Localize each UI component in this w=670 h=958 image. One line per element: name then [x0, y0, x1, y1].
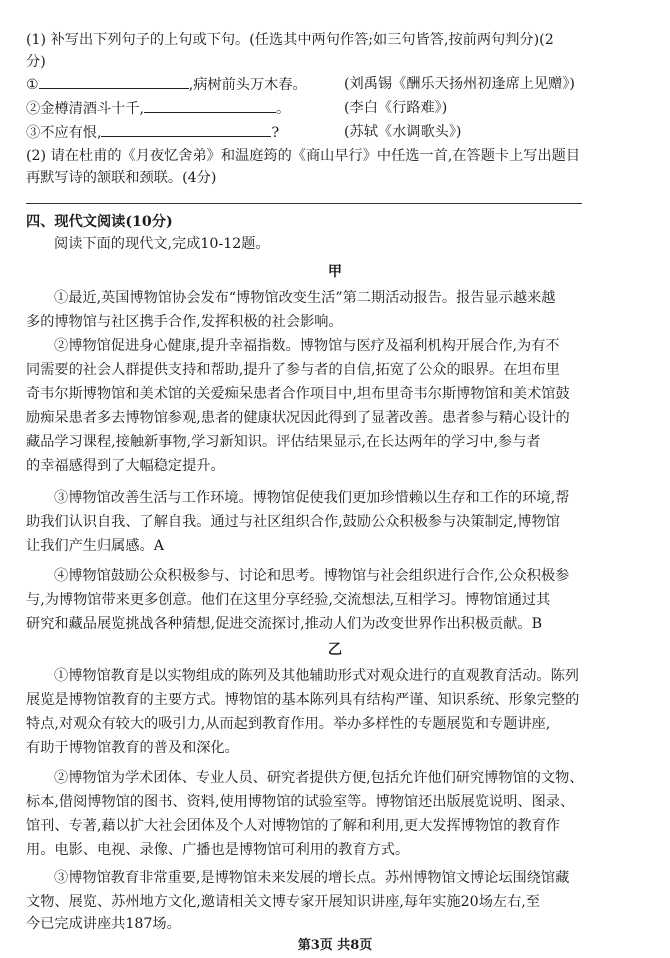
jia-line: 同需要的社会人群提供支持和帮助,提升了参与者的自信,拓宽了公众的眼界。在坦布里 [26, 362, 560, 378]
answer-blank [39, 74, 189, 89]
item-text-post: ,病树前头万木春。 [188, 77, 307, 93]
jia-line: 奇韦尔斯博物馆和美术馆的关爱痴呆患者合作项目中,坦布里奇韦尔斯博物馆和美术馆鼓 [26, 386, 570, 402]
jia-line: 励痴呆患者多去博物馆参观,患者的健康状况因此得到了显著改善。患者参与精心设计的 [26, 410, 570, 426]
yi-line: ②博物馆为学术团体、专业人员、研究者提供方便,包括允许他们研究博物馆的文物、 [54, 770, 584, 786]
section4-intro: 阅读下面的现代文,完成10-12题。 [54, 236, 270, 252]
item-source: (李白《行路难》) [344, 100, 448, 116]
jia-line: 助我们认识自我、了解自我。通过与社区组织合作,鼓励公众积极参与决策制定,博物馆 [26, 514, 560, 530]
item-number: ① [26, 77, 39, 93]
item-number: ③ [26, 125, 41, 141]
passage-jia-title: 甲 [327, 264, 343, 280]
yi-line: 用。电影、电视、录像、广播也是博物馆可利用的教育方式。 [26, 842, 410, 858]
item-text-post: ? [271, 125, 280, 141]
item-source: (苏轼《水调歌头》) [344, 124, 462, 140]
jia-line: ①最近,英国博物馆协会发布“博物馆改变生活”第二期活动报告。报告显示越来越 [54, 290, 556, 306]
jia-line: 的幸福感得到了大幅稳定提升。 [26, 458, 225, 474]
yi-line: 特点,对观众有较大的吸引力,从而起到教育作用。举办多样性的专题展览和专题讲座, [26, 716, 551, 732]
q2-instruction-line1: (2) 请在杜甫的《月夜忆舍弟》和温庭筠的《商山早行》中任选一首,在答题卡上写出题目 [26, 148, 581, 164]
yi-line: 馆刊、专著,藉以扩大社会团体及个人对博物馆的了解和利用,更大发挥博物馆的教育作 [26, 818, 560, 834]
q2-instruction-line2: 再默写诗的颔联和颈联。(4分) [26, 170, 217, 186]
jia-line: 研究和藏品展览挑战各种猜想,促进交流探讨,推动人们为改变世界作出积极贡献。B [26, 616, 543, 632]
answer-blank [101, 122, 271, 137]
section4-heading: 四、现代文阅读(10分) [26, 214, 173, 230]
q1-instruction-line2: 分) [26, 54, 46, 70]
yi-line: 今已完成讲座共187场。 [26, 916, 181, 932]
jia-line: 让我们产生归属感。A [26, 538, 164, 554]
page-number-footer: 第3页 共8页 [297, 938, 373, 953]
yi-line: ①博物馆教育是以实物组成的陈列及其他辅助形式对观众进行的直观教育活动。陈列 [54, 668, 579, 684]
passage-yi-title: 乙 [327, 642, 343, 658]
fill-item-3 [26, 122, 644, 143]
item-source: (刘禹锡《酬乐天扬州初逢席上见赠》) [344, 76, 575, 92]
jia-line: ②博物馆促进身心健康,提升幸福指数。博物馆与医疗及福利机构开展合作,为有不 [54, 338, 560, 354]
item-text-pre: 不应有恨, [40, 125, 102, 141]
yi-line: ③博物馆教育非常重要,是博物馆未来发展的增长点。苏州博物馆文博论坛围绕馆藏 [54, 870, 570, 886]
jia-line: ④博物馆鼓励公众积极参与、讨论和思考。博物馆与社会组织进行合作,公众积极参 [54, 568, 570, 584]
q1-instruction-line1: (1) 补写出下列句子的上句或下句。(任选其中两句作答;如三句皆答,按前两句判分)(2 [26, 32, 554, 48]
yi-line: 展览是博物馆教育的主要方式。博物馆的基本陈列具有结构严谨、知识系统、形象完整的 [26, 692, 580, 708]
jia-line: 藏品学习课程,接触新事物,学习新知识。评估结果显示,在长达两年的学习中,参与者 [26, 434, 541, 450]
yi-line: 有助于博物馆教育的普及和深化。 [26, 740, 239, 756]
yi-line: 标本,借阅博物馆的图书、资料,使用博物馆的试验室等。博物馆还出版展览说明、图录、 [26, 794, 575, 810]
section-divider [26, 203, 582, 204]
yi-line: 文物、展览、苏州地方文化,邀请相关文博专家开展知识讲座,每年实施20场左右,至 [26, 894, 540, 910]
fill-item-1 [26, 74, 644, 95]
fill-item-2 [26, 98, 644, 119]
jia-line: ③博物馆改善生活与工作环境。博物馆促使我们更加珍惜赖以生存和工作的环境,帮 [54, 490, 570, 506]
jia-line: 多的博物馆与社区携手合作,发挥积极的社会影响。 [26, 314, 343, 330]
answer-blank [144, 98, 276, 113]
item-number: ② [26, 101, 41, 117]
jia-line: 与,为博物馆带来更多创意。他们在这里分享经验,交流想法,互相学习。博物馆通过其 [26, 592, 551, 608]
item-text-post: 。 [276, 101, 291, 117]
item-text-pre: 金樽清酒斗十千, [40, 101, 145, 117]
